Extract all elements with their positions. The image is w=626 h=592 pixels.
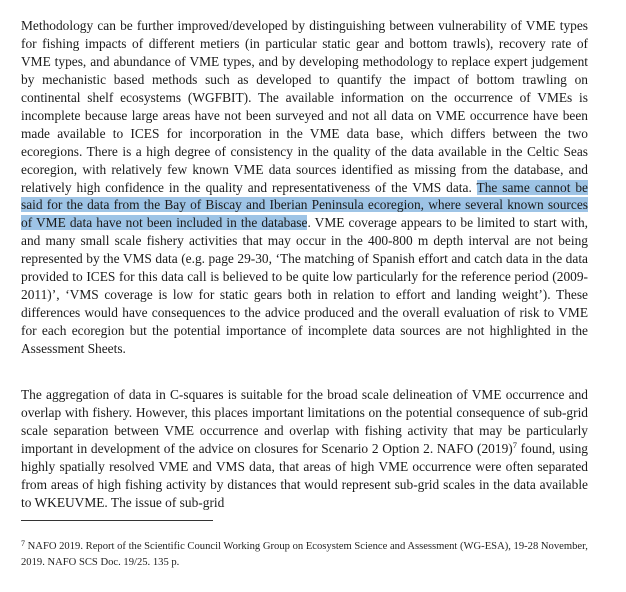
paragraph-text: Methodology can be further improved/developed by distinguishing between vulnerability of VME types for fishing impacts of different metiers (in particular static gear and bottom trawls), recovery rate of VME types, and abundance of VME types, and by developing methodology to replace expert judgement by mechanistic based methods such as developed to quantify the impact of bottom trawling on continental shelf ecosystems (WGFBIT). The available information on the occurrence of VMEs is incomplete because large areas have not been surveyed and not all data on VME occurrence have been made available to ICES for incorporation in the VME data base, which differs between the two ecoregions. There is a high degree of consistency in the quality of the data available in the Celtic Seas ecoregion, with relatively few known VME data sources identified as missing from the database, and relatively high confidence in the quality and representativeness of the VMS data. [21, 18, 588, 195]
highlighted-text[interactable]: The same cannot be said for the data from the Bay of Biscay and Iberian Peninsula ecoregion, where several known sources of VME data have not been included in the database [21, 179, 588, 231]
paragraph-c-squares [21, 386, 588, 511]
footnote-marker: 7 [21, 539, 25, 548]
footnote-reference[interactable]: 7 [512, 440, 517, 451]
paragraph-text: The aggregation of data in C-squares is suitable for the broad scale delineation of VME occurrence and overlap with fishery. However, this places important limitations on the potential consequence of sub-grid scale separation between VME occurrence and overlap with fishing activity that may be particularly important in development of the advice on closures for Scenario 2 Option 2. NAFO (2019) [21, 387, 588, 457]
footnote [21, 536, 588, 570]
footnote-text: NAFO 2019. Report of the Scientific Council Working Group on Ecosystem Science and Assessment (WG-ESA), 19-28 November, 2019. NAFO SCS Doc. 19/25. 135 p. [21, 541, 588, 568]
paragraph-methodology [21, 17, 588, 357]
footnote-separator [21, 520, 213, 521]
paragraph-text-continued: found, using highly spatially resolved VME and VMS data, that areas of high VME occurrence were often separated from areas of high fishing activity by distances that would represent sub-grid scales in the data available to WKEUVME. The issue of sub-grid [21, 441, 588, 510]
paragraph-text-continued: . VME coverage appears to be limited to start with, and many small scale fishery activities that may occur in the 400-800 m depth interval are not being represented by the VMS data (e.g. page 29-30, ‘The matching of Spanish effort and catch data in the data provided to ICES for this data call is believed to be quite low particularly for the reference period (2009-2011)’, ‘VMS coverage is low for static gears both in relation to effort and landing weight’). These differences would have consequences to the advice produced and the overall evaluation of risk to VME for each ecoregion but the potential importance of incomplete data sources are not highlighted in the Assessment Sheets. [21, 215, 588, 356]
